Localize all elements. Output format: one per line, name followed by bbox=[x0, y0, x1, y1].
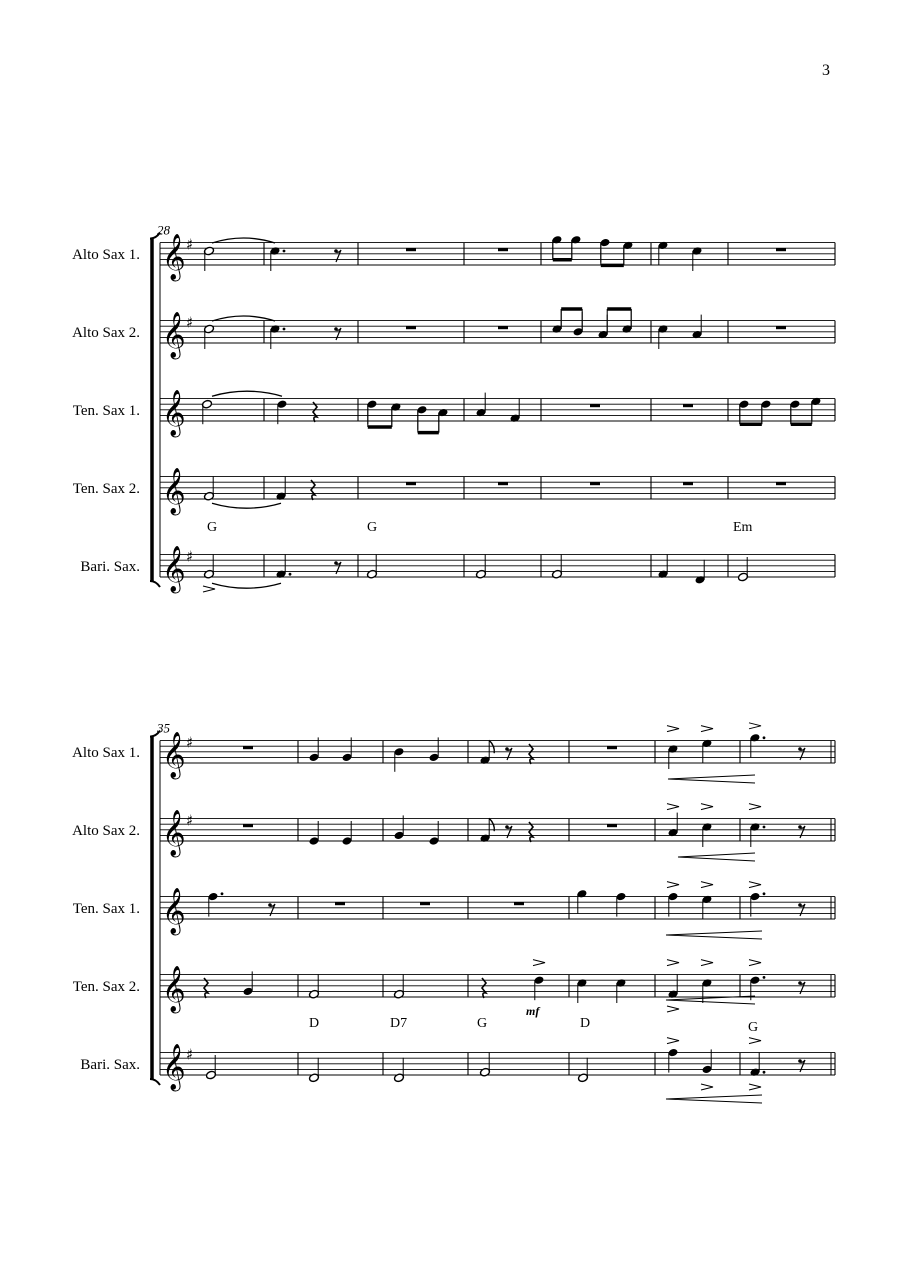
accent-mark bbox=[667, 882, 679, 888]
accent-mark bbox=[749, 804, 761, 810]
treble-clef-icon: 𝄞 bbox=[162, 732, 186, 778]
whole-rest bbox=[498, 248, 508, 251]
eighth-flag bbox=[489, 740, 494, 753]
eighth-rest bbox=[336, 328, 341, 340]
key-signature-sharp-icon: ♯ bbox=[186, 1045, 194, 1064]
tie-arc bbox=[212, 391, 282, 396]
chord-symbol: G bbox=[367, 520, 378, 535]
instrument-label: Alto Sax 1. bbox=[72, 246, 140, 263]
note-dot bbox=[283, 328, 286, 331]
whole-rest bbox=[498, 482, 508, 485]
whole-rest bbox=[514, 902, 524, 905]
treble-clef-icon: 𝄞 bbox=[162, 546, 186, 592]
system-bracket bbox=[150, 1079, 160, 1085]
crescendo-hairpin bbox=[668, 775, 755, 783]
eighth-rest bbox=[270, 904, 275, 916]
instrument-label: Alto Sax 1. bbox=[72, 744, 140, 761]
chord-symbol: G bbox=[207, 520, 218, 535]
eighth-rest bbox=[336, 562, 341, 574]
treble-clef-icon: 𝄞 bbox=[162, 312, 186, 358]
accent-mark bbox=[533, 960, 545, 966]
note-dot bbox=[289, 573, 292, 576]
eighth-rest bbox=[507, 826, 512, 838]
note-dot bbox=[763, 1071, 766, 1074]
instrument-label: Ten. Sax 1. bbox=[72, 900, 140, 917]
accent-mark bbox=[749, 960, 761, 966]
instrument-label: Alto Sax 2. bbox=[72, 324, 140, 341]
whole-rest bbox=[776, 482, 786, 485]
chord-symbol: Em bbox=[733, 520, 753, 535]
treble-clef-icon: 𝄞 bbox=[162, 234, 186, 280]
accent-mark bbox=[667, 960, 679, 966]
tie-arc bbox=[212, 503, 281, 508]
eighth-rest bbox=[507, 748, 512, 760]
key-signature-sharp-icon: ♯ bbox=[186, 313, 194, 332]
instrument-label: Alto Sax 2. bbox=[72, 822, 140, 839]
accent-mark bbox=[701, 726, 713, 732]
accent-mark bbox=[667, 1038, 679, 1044]
whole-rest bbox=[607, 824, 617, 827]
note-dot bbox=[221, 892, 224, 895]
whole-rest bbox=[406, 482, 416, 485]
accent-mark bbox=[749, 1038, 761, 1044]
instrument-label: Bari. Sax. bbox=[80, 1056, 140, 1073]
accent-mark bbox=[701, 960, 713, 966]
key-signature-sharp-icon: ♯ bbox=[186, 811, 194, 830]
treble-clef-icon: 𝄞 bbox=[162, 810, 186, 856]
whole-rest bbox=[683, 404, 693, 407]
whole-rest bbox=[406, 326, 416, 329]
quarter-rest bbox=[482, 978, 486, 998]
eighth-rest bbox=[336, 250, 341, 262]
instrument-label: Bari. Sax. bbox=[80, 558, 140, 575]
key-signature-sharp-icon: ♯ bbox=[186, 235, 194, 254]
whole-rest bbox=[683, 482, 693, 485]
eighth-rest bbox=[800, 1060, 805, 1072]
treble-clef-icon: 𝄞 bbox=[162, 390, 186, 436]
crescendo-hairpin bbox=[666, 1095, 762, 1103]
instrument-label: Ten. Sax 2. bbox=[72, 978, 140, 995]
accent-mark bbox=[701, 882, 713, 888]
note-dot bbox=[763, 892, 766, 895]
staff bbox=[160, 1053, 835, 1075]
whole-rest bbox=[607, 746, 617, 749]
eighth-rest bbox=[800, 982, 805, 994]
whole-rest bbox=[420, 902, 430, 905]
accent-mark bbox=[203, 586, 215, 592]
accent-mark bbox=[667, 804, 679, 810]
whole-rest bbox=[590, 482, 600, 485]
accent-mark bbox=[749, 723, 761, 729]
tie-arc bbox=[212, 583, 281, 588]
staff bbox=[160, 555, 835, 577]
dynamic-marking: mf bbox=[526, 1004, 540, 1018]
chord-symbol: G bbox=[748, 1020, 759, 1035]
quarter-rest bbox=[311, 480, 315, 500]
quarter-rest bbox=[529, 822, 533, 842]
note-dot bbox=[283, 250, 286, 253]
treble-clef-icon: 𝄞 bbox=[162, 468, 186, 514]
instrument-label: Ten. Sax 2. bbox=[72, 480, 140, 497]
whole-rest bbox=[776, 326, 786, 329]
chord-symbol: D bbox=[309, 1016, 320, 1031]
whole-rest bbox=[335, 902, 345, 905]
system-bracket bbox=[150, 581, 160, 587]
staff bbox=[160, 975, 835, 997]
staff bbox=[160, 477, 835, 499]
treble-clef-icon: 𝄞 bbox=[162, 888, 186, 934]
crescendo-hairpin bbox=[678, 853, 755, 861]
treble-clef-icon: 𝄞 bbox=[162, 1044, 186, 1090]
instrument-label: Ten. Sax 1. bbox=[72, 402, 140, 419]
key-signature-sharp-icon: ♯ bbox=[186, 547, 194, 566]
eighth-rest bbox=[800, 748, 805, 760]
note-dot bbox=[763, 826, 766, 829]
eighth-flag bbox=[489, 818, 494, 831]
eighth-rest bbox=[800, 826, 805, 838]
accent-mark bbox=[701, 804, 713, 810]
staff bbox=[160, 741, 835, 763]
treble-clef-icon: 𝄞 bbox=[162, 966, 186, 1012]
accent-mark bbox=[701, 1084, 713, 1090]
accent-mark bbox=[667, 1006, 679, 1012]
quarter-rest bbox=[313, 402, 317, 422]
whole-rest bbox=[590, 404, 600, 407]
page-number: 3 bbox=[822, 62, 830, 79]
whole-rest bbox=[498, 326, 508, 329]
accent-mark bbox=[749, 882, 761, 888]
chord-symbol: D bbox=[580, 1016, 591, 1031]
staff bbox=[160, 897, 835, 919]
whole-rest bbox=[406, 248, 416, 251]
staff bbox=[160, 819, 835, 841]
chord-symbol: G bbox=[477, 1016, 488, 1031]
whole-rest bbox=[243, 824, 253, 827]
measure-number: 35 bbox=[157, 720, 170, 736]
whole-rest bbox=[243, 746, 253, 749]
staff bbox=[160, 321, 835, 343]
staff bbox=[160, 243, 835, 265]
accent-mark bbox=[749, 1084, 761, 1090]
whole-rest bbox=[776, 248, 786, 251]
chord-symbol: D7 bbox=[390, 1016, 408, 1031]
eighth-rest bbox=[800, 904, 805, 916]
quarter-rest bbox=[204, 978, 208, 998]
quarter-rest bbox=[529, 744, 533, 764]
note-dot bbox=[763, 736, 766, 739]
staff bbox=[160, 399, 835, 421]
note-dot bbox=[763, 976, 766, 979]
key-signature-sharp-icon: ♯ bbox=[186, 733, 194, 752]
accent-mark bbox=[667, 726, 679, 732]
crescendo-hairpin bbox=[666, 931, 762, 939]
measure-number: 28 bbox=[157, 222, 170, 238]
